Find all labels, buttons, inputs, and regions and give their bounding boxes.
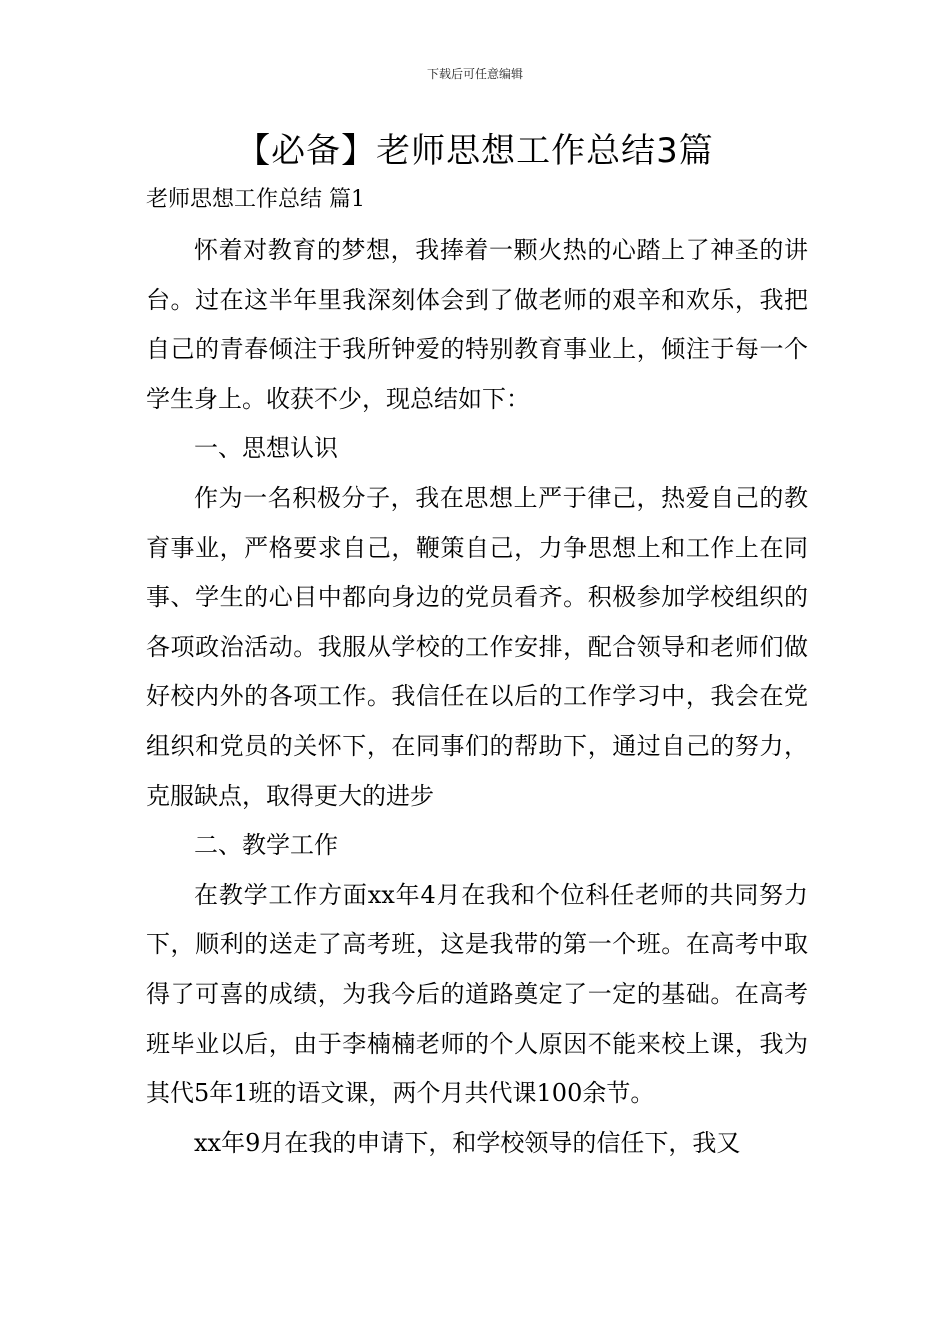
paragraph-ideology: 作为一名积极分子，我在思想上严于律己，热爱自己的教育事业，严格要求自己，鞭策自己，力争思想上和工作上在同事、学生的心目中都向身边的党员看齐。积极参加学校组织的各项政治活动。我服从学校的工作安排，配合领导和老师们做好校内外的各项工作。我信任在以后的工作学习中，我会在党组织和党员的关怀下，在同事们的帮助下，通过自己的努力，克服缺点，取得更大的进步 bbox=[146, 483, 808, 810]
paragraph-intro: 怀着对教育的梦想，我捧着一颗火热的心踏上了神圣的讲台。过在这半年里我深刻体会到了做老师的艰辛和欢乐，我把自己的青春倾注于我所钟爱的特别教育事业上，倾注于每一个学生身上。收获不少，现总结如下： bbox=[146, 236, 808, 413]
heading-teaching: 二、教学工作 bbox=[194, 831, 338, 860]
document-title: 【必备】老师思想工作总结3篇 bbox=[236, 131, 714, 171]
paragraph-continued: xx年9月在我的申请下，和学校领导的信任下，我又 bbox=[194, 1128, 741, 1157]
section-title: 老师思想工作总结 篇1 bbox=[146, 187, 365, 212]
paragraph-teaching: 在教学工作方面xx年4月在我和个位科任老师的共同努力下，顺利的送走了高考班，这是我带的第一个班。在高考中取得了可喜的成绩，为我今后的道路奠定了一定的基础。在高考班毕业以后，由于李楠楠老师的个人原因不能来校上课，我为其代5年1班的语文课，两个月共代课100余节。 bbox=[146, 880, 808, 1108]
document-body bbox=[146, 226, 808, 1168]
header-note: 下载后可任意编辑 bbox=[426, 67, 523, 81]
heading-ideology: 一、思想认识 bbox=[194, 434, 338, 463]
